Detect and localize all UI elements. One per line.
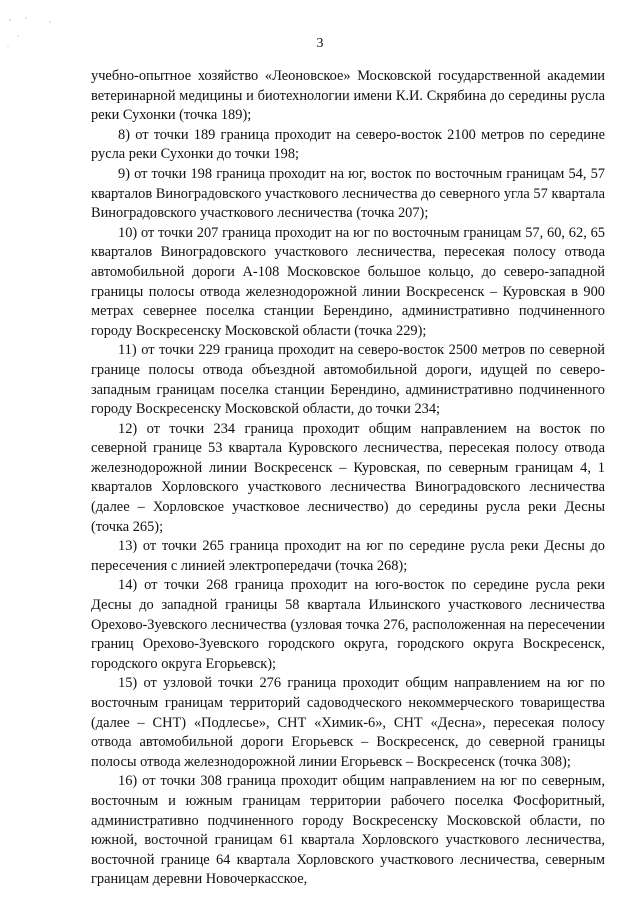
paragraph-item-14: 14) от точки 268 граница проходит на юго-восток по середине русла реки Десны до западной границы 58 квартала Ильинского участкового лесничества Орехово-Зуевского лесничества (узловая точка 276, расположенная на пересечении границ Орехово-Зуевского городского округа, городского округа Воскресенск, городского округа Егорьевск); bbox=[91, 577, 605, 672]
paragraph-item-9: 9) от точки 198 граница проходит на юг, восток по восточным границам 54, 57 кварталов Виноградовского участкового лесничества до северного угла 57 квартала Виноградовского участкового лесничества (точка 207); bbox=[91, 165, 605, 222]
document-body bbox=[91, 67, 605, 890]
paragraph-item-13: 13) от точки 265 граница проходит на юг по середине русла реки Десны до пересечения с линией электропередачи (точка 268); bbox=[91, 538, 605, 574]
paragraph-item-12: 12) от точки 234 граница проходит общим направлением на восток по северной границе 53 квартала Куровского лесничества, пересекая полосу отвода железнодорожной линии Воскресенск – Куровская, по северным границам 4, 1 кварталов Хорловского участкового лесничества Виноградовского лесничества (далее – Хорловское участковое лесничество) до середины русла реки Десны (точка 265); bbox=[91, 420, 605, 535]
paragraph-item-8: 8) от точки 189 граница проходит на северо-восток 2100 метров по середине русла реки Сухонки до точки 198; bbox=[91, 126, 605, 163]
paragraph-continuation: учебно-опытное хозяйство «Леоновское» Московской государственной академии ветеринарной медицины и биотехнологии имени К.И. Скрябина до середины русла реки Сухонки (точка 189); bbox=[91, 68, 605, 124]
paragraph-item-10: 10) от точки 207 граница проходит на юг по восточным границам 57, 60, 62, 65 кварталов Виноградовского участкового лесничества, пересекая полосу отвода автомобильной дороги А-108 Московское большое кольцо, до северо-западной границы полосы отвода железнодорожной линии Воскресенск – Куровская в 900 метрах севернее поселка станции Берендино, административно подчиненного городу Воскресенску Московской области (точка 229); bbox=[91, 224, 605, 339]
paragraph-item-11: 11) от точки 229 граница проходит на северо-восток 2500 метров по северной границе полосы отвода объездной автомобильной дороги, идущей по северо-западным границам поселка станции Берендино, административно подчиненного городу Воскресенску Московской области, до точки 234; bbox=[91, 342, 605, 418]
paragraph-item-16: 16) от точки 308 граница проходит общим направлением на юг по северным, восточным и южным границам территории рабочего поселка Фосфоритный, административно подчиненного городу Воскресенску Московской области, по южной, восточной границам 61 квартала Хорловского участкового лесничества, восточной границе 64 квартала Хорловского участкового лесничества, северным границам деревни Новочеркасское, bbox=[91, 773, 605, 888]
paragraph-item-15: 15) от узловой точки 276 граница проходит общим направлением на юг по восточным границам территорий садоводческого некоммерческого товарищества (далее – СНТ) «Подлесье», СНТ «Химик-6», СНТ «Десна», пересекая полосу отвода автомобильной дороги Егорьевск – Воскресенск, до северной границы полосы отвода железнодорожной линии Егорьевск – Воскресенск (точка 308); bbox=[91, 675, 605, 770]
page-number: 3 bbox=[316, 36, 324, 51]
